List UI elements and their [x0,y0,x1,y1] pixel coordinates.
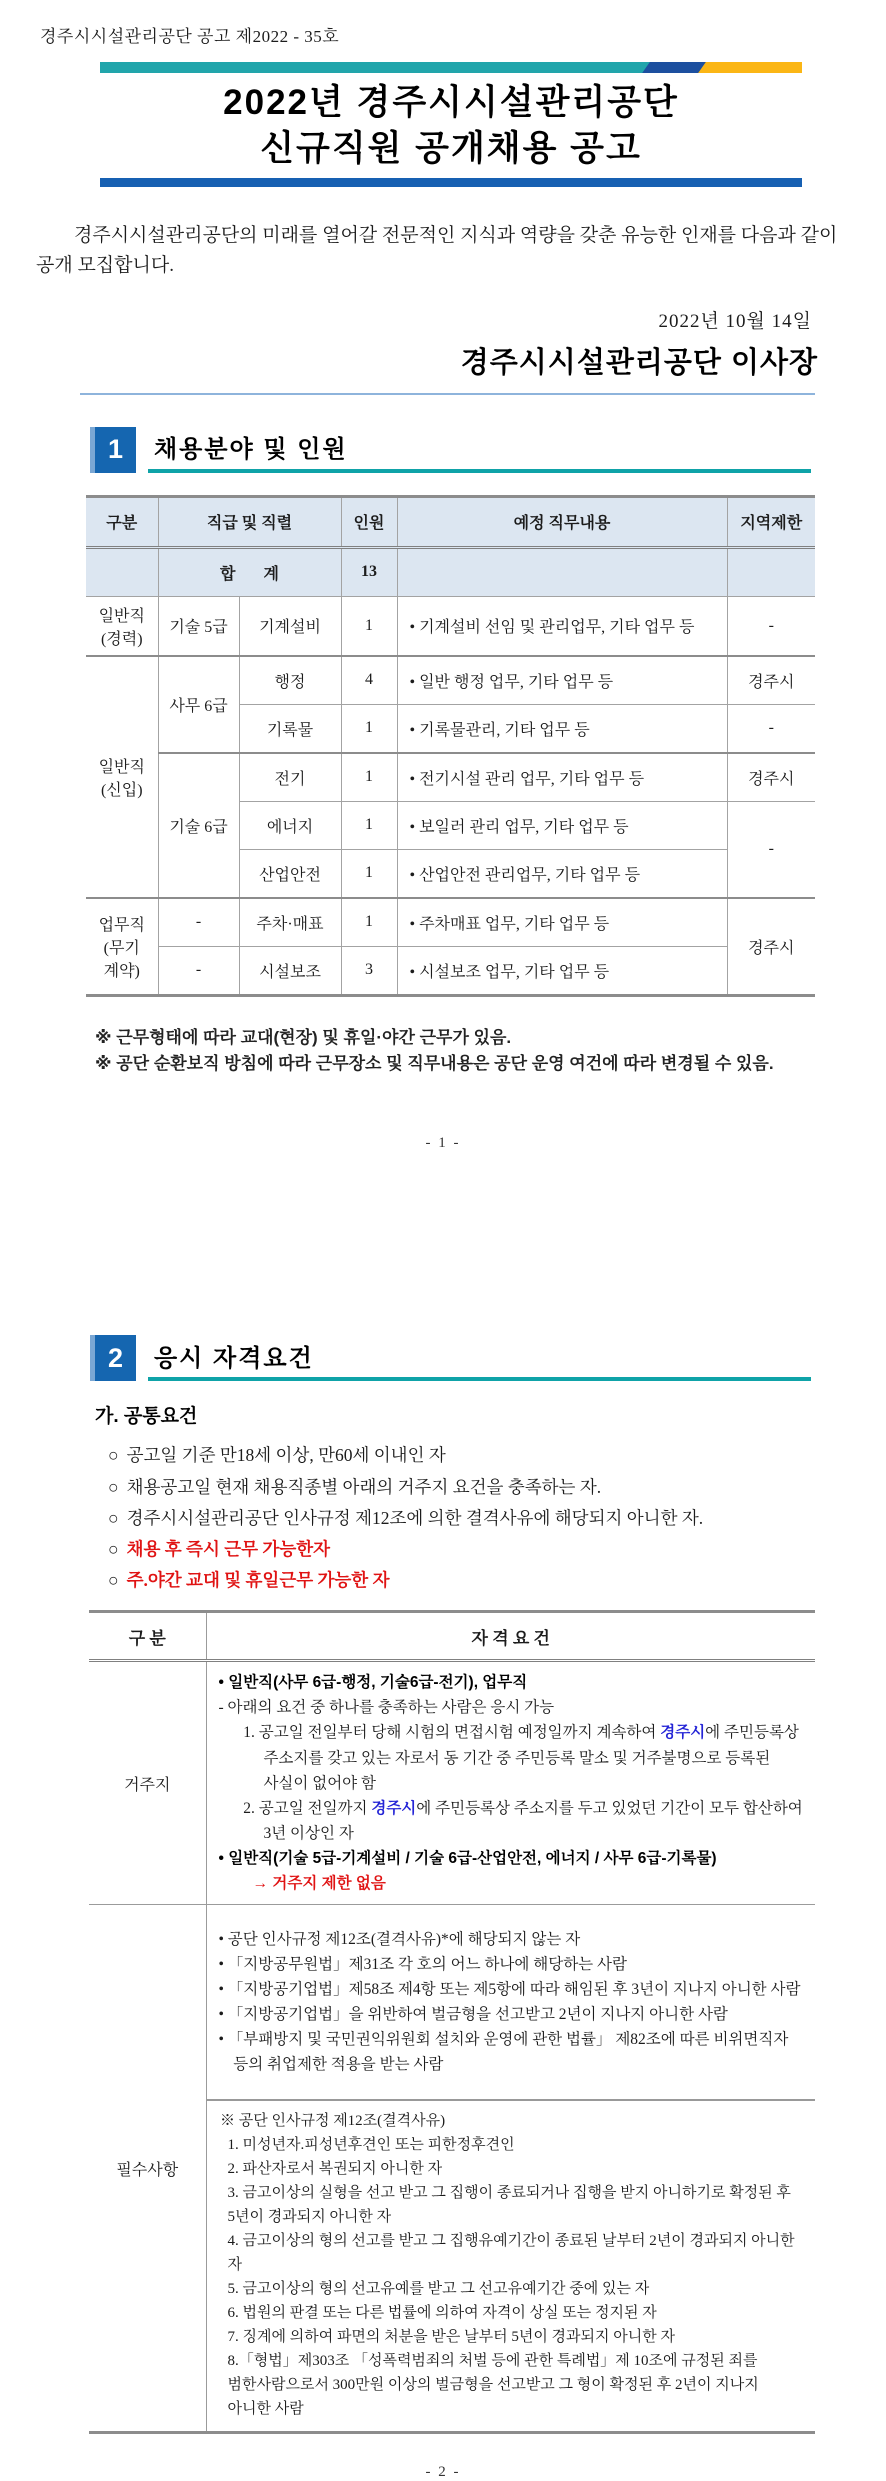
circle-bullet-icon: ○ [108,1507,119,1528]
clause: 6. 법원의 판결 또는 다른 법률에 의하여 자격이 상실 또는 정지된 자 [227,2305,657,2322]
total-region-cell [727,547,815,596]
section2-header [90,1335,811,1381]
residence-bullet-2: • 일반직(기술 5급-기계설비 / 기술 6급-산업안전, 에너지 / 사무 6급-기록물) [218,1849,717,1867]
no-residence-limit-note: → 거주지 제한 없음 [252,1875,386,1893]
required-items [206,1905,815,2101]
note-1: ※ 근무형태에 따라 교대(현장) 및 휴일·야간 근무가 있음. [95,1027,512,1047]
list-item [108,1440,846,1471]
announcement-date: 2022년 10월 14일 [658,310,812,332]
table-notes [95,1025,846,1078]
required-label: 필수사항 [89,1905,206,2433]
cell-category: 업무직 (무기 계약) [86,898,158,996]
cell-count: 4 [341,656,397,705]
cell-rank: - [158,946,239,995]
clause: 3. 금고이상의 실형을 선고 받고 그 집행이 종료되거나 집행을 받지 아니하기로 확정된 후 5년이 경과되지 아니한 자 [227,2185,791,2226]
table-row-electric [86,753,815,802]
cell-series: 산업안전 [239,849,341,898]
section2-number-badge: 2 [90,1335,136,1381]
cell-rank: 기술 5급 [158,596,239,656]
list-item-text: 채용공고일 현재 채용직종별 아래의 거주지 요건을 충족하는 자. [126,1476,602,1497]
cell-region: 경주시 [727,656,815,705]
cell-rank: 사무 6급 [158,656,239,753]
section2-title-underline [148,1335,811,1381]
page-title-line2: 신규직원 공개채용 공고 [260,128,642,168]
clause: 8.「형법」제303조 「성폭력범죄의 처벌 등에 관한 특례법」제 10조에 규정된 죄를 범한사람으로서 300만원 이상의 벌금형을 선고받고 그 형이 확정된 후 2년이 지나지 아니한 사람 [227,2353,759,2418]
issuer-name: 경주시시설관리공단 이사장 [460,346,818,379]
cell-region: - [727,596,815,656]
cell-count: 3 [341,946,397,995]
cell-region: 경주시 [727,753,815,802]
cell-count: 1 [341,753,397,802]
table-row-admin [86,656,815,705]
table-row-facility-assist [86,946,815,995]
col-header-duty: 예정 직무내용 [397,496,727,547]
qual-col-header-requirement: 자 격 요 건 [206,1612,815,1661]
cell-series: 기록물 [239,704,341,753]
list-item [108,1565,846,1596]
banner-bar-navy-segment [642,62,706,73]
section2-title: 응시 자격요건 [154,1344,314,1372]
cell-duty: • 기록물관리, 기타 업무 등 [397,704,727,753]
clause: 1. 미성년자.피성년후견인 또는 피한정후견인 [227,2137,515,2154]
title-banner [100,62,802,187]
cell-count: 1 [341,596,397,656]
clause: 2. 파산자로서 복권되지 아니한 자 [227,2161,443,2178]
table-header-row [86,496,815,547]
cell-series: 행정 [239,656,341,705]
common-requirements-list [108,1440,846,1596]
total-count: 13 [341,547,397,596]
cell-count: 1 [341,801,397,849]
cell-duty: • 산업안전 관리업무, 기타 업무 등 [397,849,727,898]
required-item: • 「지방공무원법」제31조 각 호의 어느 하나에 해당하는 사람 [218,1955,627,1973]
banner-top-bar [100,62,802,73]
common-requirements-heading: 가. 공통요건 [95,1406,198,1428]
note-2: ※ 공단 순환보직 방침에 따라 근무장소 및 직무내용은 공단 운영 여건에 따라 변경될 수 있음. [95,1054,774,1074]
cell-region: - [727,801,815,898]
cell-duty: • 일반 행정 업무, 기타 업무 등 [397,656,727,705]
clause: 5. 금고이상의 형의 선고유예를 받고 그 선고유예기간 중에 있는 자 [227,2281,650,2298]
col-header-rank-series: 직급 및 직렬 [158,496,341,547]
cell-rank: 기술 6급 [158,753,239,898]
cell-region: - [727,704,815,753]
cell-region: 경주시 [727,898,815,996]
cell-count: 1 [341,849,397,898]
list-item [108,1534,846,1565]
total-duty-cell [397,547,727,596]
clause: 7. 징계에 의하여 파면의 처분을 받은 날부터 5년이 경과되지 아니한 자 [227,2329,675,2346]
cell-rank: - [158,898,239,947]
cell-duty: • 기계설비 선임 및 관리업무, 기타 업무 등 [397,596,727,656]
residence-dash-line: - 아래의 요건 중 하나를 충족하는 사람은 응시 가능 [218,1699,555,1717]
total-label: 합 계 [158,547,341,596]
circle-bullet-icon: ○ [108,1445,119,1466]
page-number-1: - 1 - [425,1135,461,1152]
cell-duty: • 시설보조 업무, 기타 업무 등 [397,946,727,995]
disqualification-clauses [206,2100,815,2433]
cell-count: 1 [341,898,397,947]
cell-series: 주차·매표 [239,898,341,947]
col-header-region: 지역제한 [727,496,815,547]
condition1-pre: 1. 공고일 전일부터 당해 시험의 면접시험 예정일까지 계속하여 [243,1724,661,1742]
city-name-highlight: 경주시 [660,1724,706,1742]
page-number-2: - 2 - [425,2464,461,2481]
section1-title-underline [148,427,811,473]
list-item [108,1503,846,1534]
residence-condition-1 [219,1720,806,1795]
qual-table-header-row [89,1612,815,1661]
cell-series: 에너지 [239,801,341,849]
issuer-divider [80,393,815,395]
clauses-title: ※ 공단 인사규정 제12조(결격사유) [220,2113,446,2130]
section1-number-badge: 1 [90,427,136,473]
qualification-table [89,1610,815,2434]
section1-header [90,427,811,473]
intro-paragraph: 경주시시설관리공단의 미래를 열어갈 전문적인 지식과 역량을 갖춘 유능한 인재를 다음과 같이 공개 모집합니다. [36,225,838,277]
list-item-text: 경주시시설관리공단 인사규정 제12조에 의한 결격사유에 해당되지 아니한 자. [126,1507,704,1528]
circle-bullet-icon: ○ [108,1570,119,1591]
cell-duty: • 보일러 관리 업무, 기타 업무 등 [397,801,727,849]
qual-row-required-top [89,1905,815,2101]
cell-series: 시설보조 [239,946,341,995]
cell-duty: • 전기시설 관리 업무, 기타 업무 등 [397,753,727,802]
residence-label: 거주지 [89,1661,206,1905]
residence-bullet-1: • 일반직(사무 6급-행정, 기술6급-전기), 업무직 [218,1674,528,1692]
recruitment-table [86,495,815,997]
cell-count: 1 [341,704,397,753]
qual-col-header-category: 구 분 [89,1612,206,1661]
cell-duty: • 주차매표 업무, 기타 업무 등 [397,898,727,947]
total-category-cell [86,547,158,596]
banner-bar-yellow-segment [692,62,802,73]
cell-series: 전기 [239,753,341,802]
page-title [100,80,802,171]
required-item: • 「지방공기업법」제58조 제4항 또는 제5항에 따라 해임된 후 3년이 지나지 아니한 사람 [218,1981,801,1999]
list-item-text: 공고일 기준 만18세 이상, 만60세 이내인 자 [126,1445,446,1466]
cell-category: 일반직 (신입) [86,656,158,898]
residence-condition-2 [219,1796,806,1846]
list-item-text-red: 주.야간 교대 및 휴일근무 가능한 자 [126,1570,390,1591]
qual-row-residence [89,1661,815,1905]
list-item-text-red: 채용 후 즉시 근무 가능한자 [126,1538,331,1559]
cell-category: 일반직 (경력) [86,596,158,656]
clause: 4. 금고이상의 형의 선고를 받고 그 집행유예기간이 종료된 날부터 2년이 경과되지 아니한 자 [227,2233,795,2274]
circle-bullet-icon: ○ [108,1538,119,1559]
circle-bullet-icon: ○ [108,1476,119,1497]
required-item: • 「부패방지 및 국민권익위원회 설치와 운영에 관한 법률」 제82조에 따른 비위면직자 등의 취업제한 적용을 받는 사람 [218,2031,789,2074]
doc-number: 경주시시설관리공단 공고 제2022 - 35호 [40,27,340,46]
list-item [108,1472,846,1503]
table-row-parking [86,898,815,947]
condition1-post: 에 주민등록상 주소지를 갖고 있는 자로서 동 기간 중 주민등록 말소 및 거주불명으로 등록된 사실이 없어야 함 [263,1724,799,1792]
col-header-count: 인원 [341,496,397,547]
page-title-line1: 2022년 경주시시설관리공단 [223,83,679,122]
table-row-mechanical [86,596,815,656]
section1-title: 채용분야 및 인원 [154,436,348,464]
condition2-pre: 2. 공고일 전일까지 [243,1799,372,1817]
required-item: • 공단 인사규정 제12조(결격사유)*에 해당되지 않는 자 [218,1930,581,1948]
residence-requirements [206,1661,815,1905]
table-row-total [86,547,815,596]
col-header-category: 구분 [86,496,158,547]
city-name-highlight: 경주시 [371,1799,417,1817]
banner-bar-teal-segment [100,62,656,73]
cell-series: 기계설비 [239,596,341,656]
banner-bottom-bar [100,178,802,187]
condition2-post: 에 주민등록상 주소지를 두고 있었던 기간이 모두 합산하여 3년 이상인 자 [263,1799,803,1842]
required-item: • 「지방공기업법」을 위반하여 벌금형을 선고받고 2년이 지나지 아니한 사람 [218,2006,728,2024]
